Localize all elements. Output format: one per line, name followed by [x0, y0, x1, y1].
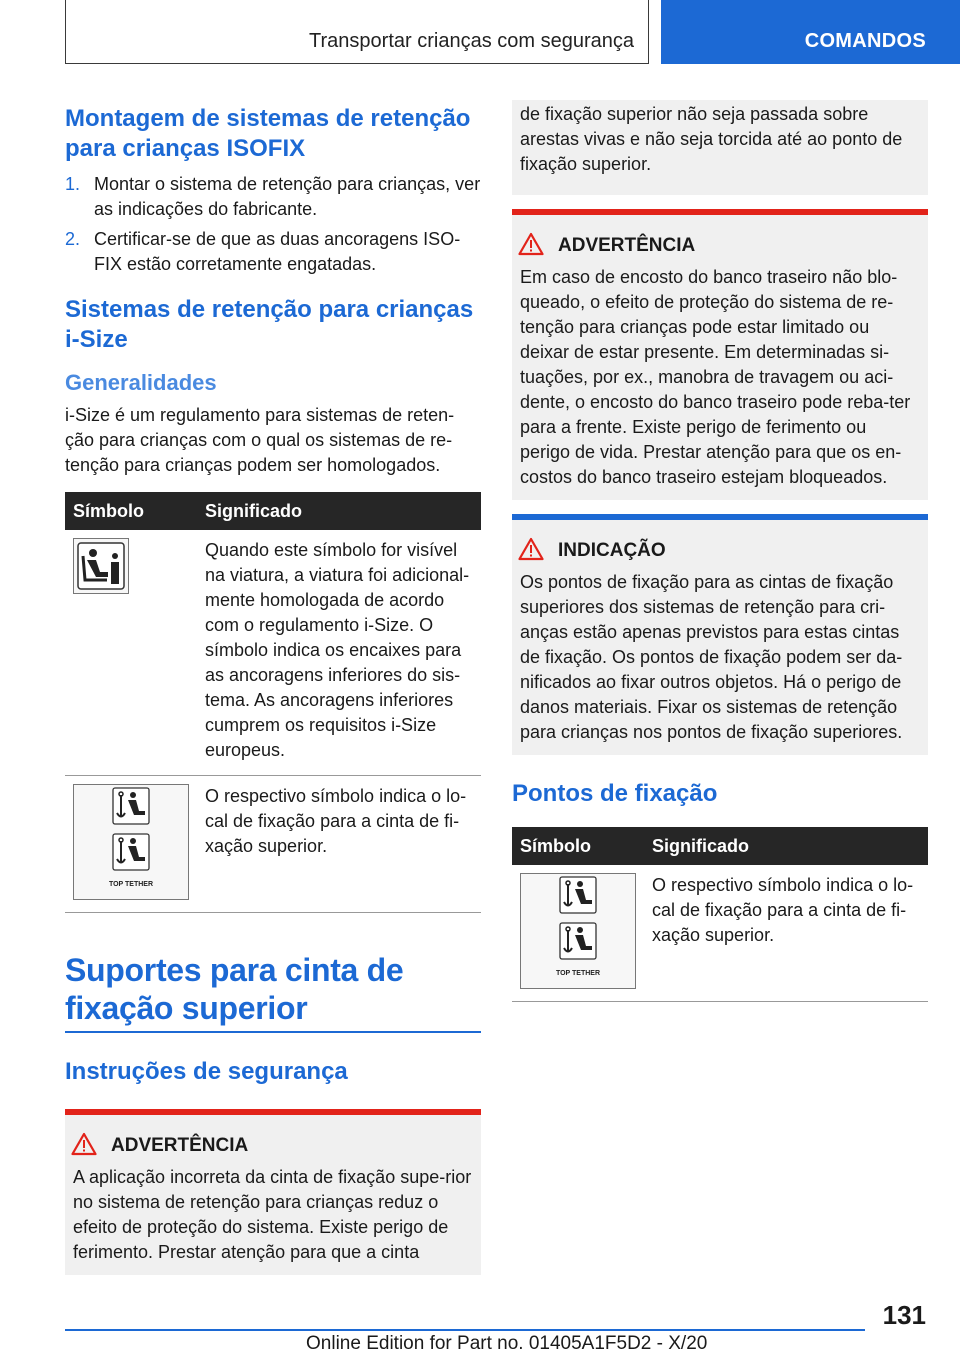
top-tether-label: TOP TETHER [555, 970, 601, 977]
header-section-tab[interactable] [661, 0, 960, 64]
warning-triangle-icon [518, 537, 544, 561]
warning-triangle-icon [71, 1132, 97, 1156]
col-header-symbol: Símbolo [512, 827, 644, 865]
isize-heading: Sistemas de retenção para crianças i-Size [65, 296, 474, 353]
col-header-meaning: Significado [644, 827, 928, 865]
warning-title: ADVERTÊNCIA [111, 1134, 249, 1156]
warning-title: ADVERTÊNCIA [558, 235, 696, 256]
warning-box [65, 1109, 481, 1275]
col-header-meaning: Significado [197, 492, 481, 530]
note-box [512, 514, 928, 755]
isofix-heading: Montagem de sistemas de retenção para crianças ISOFIX [65, 105, 471, 162]
safety-heading: Instruções de segurança [65, 1057, 348, 1085]
top-tether-heading: Suportes para cinta de fixação superior [65, 952, 404, 1026]
table-row: TOP TETHER O respectivo símbolo indica o lo-cal de fixação para a cinta de fi-xação superior. [512, 865, 928, 1002]
header-chapter-box [65, 0, 649, 64]
col-header-symbol: Símbolo [65, 492, 197, 530]
isize-intro: i-Size é um regulamento para sistemas de reten-ção para crianças com o qual os sistemas de re-tenção para crianças podem ser homologados. [65, 405, 455, 475]
top-tether-icon [520, 873, 636, 989]
note-text: Os pontos de fixação para as cintas de fixação superiores dos sistemas de retenção para cri-anças estão apenas previstos para estas cintas de fixação. Os pontos de fixação podem ser da-nificados ao fixar outros objetos. Há o perigo de danos materiais. Fixar os sistemas de retenção para crianças nos pontos de fixação superiores. [520, 572, 903, 742]
warning-text: A aplicação incorreta da cinta de fixação supe-rior no sistema de retenção para crianças reduz o efeito de proteção do sistema. Existe perigo de ferimento. Prestar atenção para que a cinta [73, 1166, 472, 1262]
table-row: Quando este símbolo for visível na viatura, a viatura foi adicional-mente homologada de acordo com o regulamento i-Size. O símbolo indica os encaixes para as ancoragens inferiores do sis-tema. As ancoragens inferiores cumprem os requisitos i-Size europeus. [65, 530, 481, 776]
left-column [65, 100, 481, 1275]
page-number: 131 [882, 1300, 926, 1330]
isize-symbol-table [65, 492, 481, 913]
section-label: COMANDOS [804, 30, 926, 52]
chapter-title: Transportar crianças com segurança [309, 30, 634, 52]
step-item: 1. Montar o sistema de retenção para crianças, ver as indicações do fabricante. [65, 174, 481, 219]
isize-seat-icon [73, 538, 129, 594]
anchor-symbol-table [512, 827, 928, 1002]
table-row: TOP TETHER O respectivo símbolo indica o lo-cal de fixação para a cinta de fi-xação superior. [65, 776, 481, 913]
right-column [512, 100, 928, 1002]
warning-triangle-icon [518, 232, 544, 256]
footer-edition: Online Edition for Part no. 01405A1F5D2 - X/20 [306, 1333, 708, 1354]
top-tether-label: TOP TETHER [108, 881, 154, 888]
step-item: 2. Certificar-se de que as duas ancoragens ISO-FIX estão corretamente engatadas. [65, 229, 461, 274]
warning-box [512, 209, 928, 500]
note-title: INDICAÇÃO [558, 540, 666, 561]
anchor-points-heading: Pontos de fixação [512, 780, 718, 807]
heading-rule [65, 1031, 481, 1033]
isofix-steps [65, 172, 481, 277]
warning-text: Em caso de encosto do banco traseiro não blo-queado, o efeito de proteção do sistema de re-tenção para crianças pode estar limitado ou deixar de estar presente. Em determinadas si-tuações, por ex., manobra de travagem ou aci-dente, o encosto do banco traseiro pode reba-ter para a frente. Existe perigo de ferimento ou perigo de vida. Prestar atenção para que os en-costos do banco traseiro estejam bloqueados. [520, 267, 911, 487]
top-tether-icon [73, 784, 189, 900]
footer-rule [65, 1329, 865, 1331]
general-subheading: Generalidades [65, 370, 217, 395]
warning-box-continued [512, 100, 928, 195]
warning-text-continued: de fixação superior não seja passada sobre arestas vivas e não seja torcida até ao ponto de fixação superior. [520, 104, 903, 174]
